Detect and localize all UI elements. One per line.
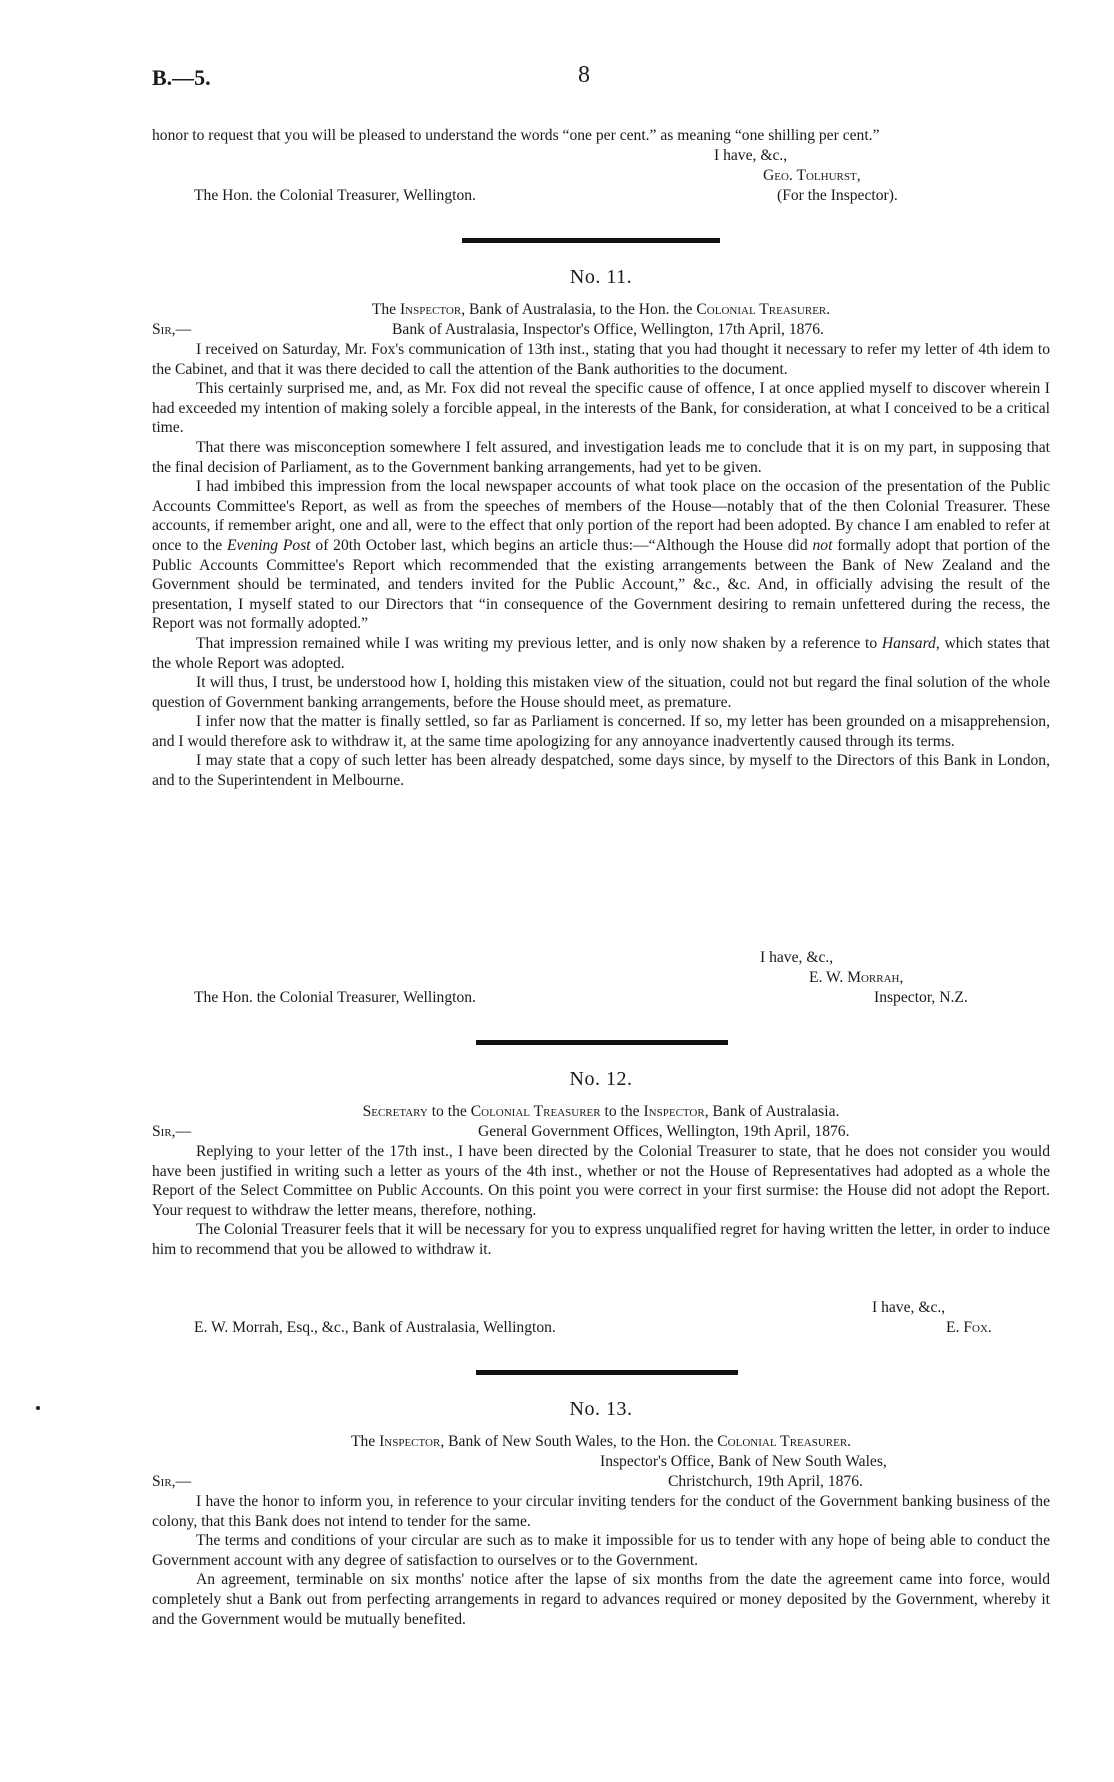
letter-11-signer: E. W. Morrah, (809, 969, 904, 986)
letter-12-subtitle: Secretary to the Colonial Treasurer to the Inspector, Bank of Australasia. (362, 1103, 840, 1120)
paragraph: That impression remained while I was writing my previous letter, and is only now shaken by a reference to Hansard, which states that the whole Report was adopted. (152, 634, 1050, 672)
paragraph: I infer now that the matter is finally settled, so far as Parliament is concerned. If so, my letter has been grounded on a misapprehension, and I would therefore ask to withdraw it, at the same time apologizing for any annoyance inadvertently caused through its terms. (152, 713, 1050, 750)
paragraph: I received on Saturday, Mr. Fox's communication of 13th inst., stating that you had thought it necessary to refer my letter of 4th idem to the Cabinet, and that it was there decided to call the attention of the Bank authorities to the document. (152, 341, 1050, 378)
letter-13-address-line1: Inspector's Office, Bank of New South Wales, (600, 1453, 887, 1470)
paragraph: It will thus, I trust, be understood how I, holding this mistaken view of the situation, could not but regard the final solution of the whole question of Government banking arrangements, before the House should meet, as premature. (152, 674, 1050, 711)
letter-13-heading-row (152, 1472, 1050, 1492)
section-divider (476, 1040, 728, 1045)
letter-11-closing: I have, &c., (760, 949, 834, 966)
letter-12-signer: E. Fox. (946, 1319, 992, 1336)
letter-11-address: Bank of Australasia, Inspector's Office, Wellington, 17th April, 1876. (392, 321, 824, 338)
series-number: B.—5. (152, 65, 211, 90)
letter-12-footer-row (152, 1318, 1050, 1338)
letter-13-body (152, 1492, 1050, 1629)
section-divider (476, 1370, 738, 1375)
paragraph: An agreement, terminable on six months' notice after the lapse of six months from the date the agreement came into force, would completely shut a Bank out from perfecting arrangements in regard to advances required or money deposited by the Government, whereby it and the Government would be mutually benefited. (152, 1571, 1050, 1628)
stray-mark (36, 1406, 40, 1410)
letter-11-subtitle: The Inspector, Bank of Australasia, to the Hon. the Colonial Treasurer. (371, 301, 831, 318)
prev-addressee: The Hon. the Colonial Treasurer, Wellington. (194, 187, 476, 204)
letter-12-addressee: E. W. Morrah, Esq., &c., Bank of Australasia, Wellington. (194, 1319, 556, 1336)
paragraph: The terms and conditions of your circular are such as to make it impossible for us to tender with any hope of being able to conduct the Government account with any degree of satisfaction to ourselves or to the Government. (152, 1532, 1050, 1569)
prev-letter-paragraph: honor to request that you will be pleased to understand the words “one per cent.” as meaning “one shilling per cent.” (152, 127, 880, 144)
letter-12-address: General Government Offices, Wellington, 19th April, 1876. (478, 1123, 850, 1140)
letter-12-heading-row (152, 1122, 1050, 1142)
paragraph: I may state that a copy of such letter has been already despatched, some days since, by myself to the Directors of this Bank in London, and to the Superintendent in Melbourne. (152, 752, 1050, 790)
letter-12-closing: I have, &c., (872, 1299, 946, 1316)
letter-13-address-line2: Christchurch, 19th April, 1876. (668, 1473, 863, 1490)
prev-signer: Geo. Tolhurst, (763, 167, 861, 184)
page-number: 8 (578, 62, 590, 88)
paragraph: The Colonial Treasurer feels that it will be necessary for you to express unqualified regret for having written the letter, in order to induce him to recommend that you be allowed to withdraw it. (152, 1221, 1050, 1258)
prev-footer-row (152, 186, 1050, 206)
letter-12-body (152, 1142, 1050, 1260)
letter-11-addressee: The Hon. the Colonial Treasurer, Wellington. (194, 989, 476, 1006)
letter-11-heading-row (152, 320, 1050, 340)
letter-11-body (152, 340, 1050, 791)
paragraph: That there was misconception somewhere I felt assured, and investigation leads me to conclude that it is on my part, in supposing that the final decision of Parliament, as to the Government banking arrangements, had yet to be given. (152, 438, 1050, 476)
prev-signer-title: (For the Inspector). (777, 187, 898, 204)
letter-13-subtitle: The Inspector, Bank of New South Wales, to the Hon. the Colonial Treasurer. (350, 1433, 852, 1450)
salutation: Sir,— (152, 1473, 192, 1490)
letter-11-title: No. 11. (569, 266, 633, 288)
letter-11-signer-title: Inspector, N.Z. (874, 989, 968, 1006)
paragraph: This certainly surprised me, and, as Mr. Fox did not reveal the specific cause of offence, I at once applied myself to discover wherein I had exceeded my intention of making solely a forcible appeal, in the interests of the Bank, for consideration, at what I conceived to be a critical time. (152, 380, 1050, 437)
salutation: Sir,— (152, 1123, 192, 1140)
letter-11-footer-row (152, 988, 1050, 1008)
letter-13-title: No. 13. (569, 1398, 633, 1420)
letter-12-title: No. 12. (569, 1068, 633, 1090)
section-divider (462, 238, 720, 243)
salutation: Sir,— (152, 321, 192, 338)
prev-closing: I have, &c., (714, 147, 788, 164)
paragraph: I have the honor to inform you, in reference to your circular inviting tenders for the conduct of the Government banking business of the colony, that this Bank does not intend to tender for the same. (152, 1493, 1050, 1530)
paragraph: Replying to your letter of the 17th inst., I have been directed by the Colonial Treasurer to state, that he does not consider you would have been justified in writing such a letter as yours of the 4th inst., whether or not the House of Representatives had adopted as a whole the Report of the Select Committee on Public Accounts. On this point you were correct in your first surmise: the House did not adopt the Report. Your request to withdraw the letter means, therefore, nothing. (152, 1143, 1050, 1219)
paragraph: I had imbibed this impression from the local newspaper accounts of what took place on the occasion of the presentation of the Public Accounts Committee's Report, as well as from the speeches of members of the House—notably that of the then Colonial Treasurer. These accounts, if remember aright, one and all, were to the effect that only portion of the report had been adopted. By chance I am enabled to refer at once to the Evening Post of 20th October last, which begins an article thus:—“Although the House did not formally adopt that portion of the Public Accounts Committee's Report which recommended that the existing arrangements between the Bank of New Zealand and the Government should be terminated, and tenders invited for the Public Account,” &c., &c. And, in officially advising the result of the presentation, I myself stated to our Directors that “in consequence of the Government desiring to remain unfettered during the recess, the Report was not formally adopted.” (152, 478, 1050, 633)
